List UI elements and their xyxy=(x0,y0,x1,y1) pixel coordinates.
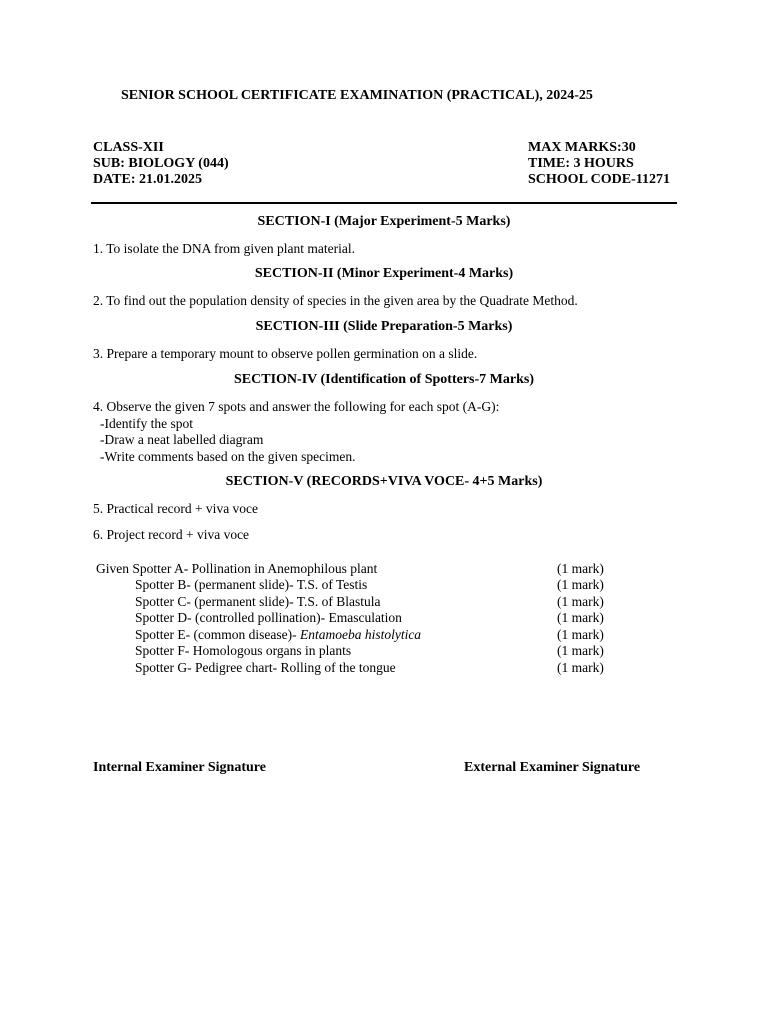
spotter-c: Spotter C- (permanent slide)- T.S. of Blastula xyxy=(135,594,381,609)
section-3-heading: SECTION-III (Slide Preparation-5 Marks) xyxy=(255,319,513,334)
time-label: TIME: 3 HOURS xyxy=(528,156,634,171)
question-4-item: -Identify the spot xyxy=(100,415,193,431)
question-6: 6. Project record + viva voce xyxy=(93,527,250,542)
section-5-heading: SECTION-V (RECORDS+VIVA VOCE- 4+5 Marks) xyxy=(225,474,543,489)
spotter-e: Spotter E- (common disease)- Entamoeba histolytica xyxy=(135,627,422,642)
spotter-b-mark: (1 mark) xyxy=(557,577,604,592)
spotter-c-mark: (1 mark) xyxy=(557,594,604,609)
spotter-e-species: Entamoeba histolytica xyxy=(299,627,422,642)
section-2-heading: SECTION-II (Minor Experiment-4 Marks) xyxy=(254,266,514,281)
question-1: 1. To isolate the DNA from given plant material. xyxy=(93,241,355,256)
spotter-a-mark: (1 mark) xyxy=(557,561,604,576)
class-label: CLASS-XII xyxy=(93,140,164,155)
spotter-f: Spotter F- Homologous organs in plants xyxy=(135,643,352,658)
max-marks-label: MAX MARKS:30 xyxy=(528,140,636,155)
question-5: 5. Practical record + viva voce xyxy=(93,501,259,516)
spotter-e-mark: (1 mark) xyxy=(557,627,604,642)
spotter-g: Spotter G- Pedigree chart- Rolling of the tongue xyxy=(135,660,396,675)
spotter-d-mark: (1 mark) xyxy=(557,610,604,625)
exam-title: SENIOR SCHOOL CERTIFICATE EXAMINATION (PRACTICAL), 2024-25 xyxy=(121,88,593,103)
spotter-b: Spotter B- (permanent slide)- T.S. of Testis xyxy=(135,577,368,592)
internal-examiner-signature: Internal Examiner Signature xyxy=(93,760,266,775)
question-3: 3. Prepare a temporary mount to observe pollen germination on a slide. xyxy=(93,346,478,361)
section-4-heading: SECTION-IV (Identification of Spotters-7 Marks) xyxy=(234,372,534,387)
question-4-item: -Draw a neat labelled diagram xyxy=(100,432,264,447)
question-2: 2. To find out the population density of species in the given area by the Quadrate Method. xyxy=(93,293,578,308)
question-4 xyxy=(93,399,499,465)
spotter-d: Spotter D- (controlled pollination)- Emasculation xyxy=(135,610,402,625)
exam-meta-left xyxy=(93,140,229,188)
external-examiner-signature: External Examiner Signature xyxy=(464,760,641,775)
school-code-label: SCHOOL CODE-11271 xyxy=(528,172,670,187)
question-4-text: 4. Observe the given 7 spots and answer the following for each spot (A-G): xyxy=(93,399,500,414)
exam-meta-right xyxy=(528,140,670,188)
question-4-item: -Write comments based on the given specimen. xyxy=(100,448,356,464)
section-1-heading: SECTION-I (Major Experiment-5 Marks) xyxy=(257,214,511,229)
spotter-f-mark: (1 mark) xyxy=(557,643,604,658)
subject-label: SUB: BIOLOGY (044) xyxy=(93,156,229,171)
spotter-a: Given Spotter A- Pollination in Anemophilous plant xyxy=(96,561,378,576)
spotter-g-mark: (1 mark) xyxy=(557,660,604,675)
date-label: DATE: 21.01.2025 xyxy=(93,172,203,187)
header-divider xyxy=(91,202,677,204)
